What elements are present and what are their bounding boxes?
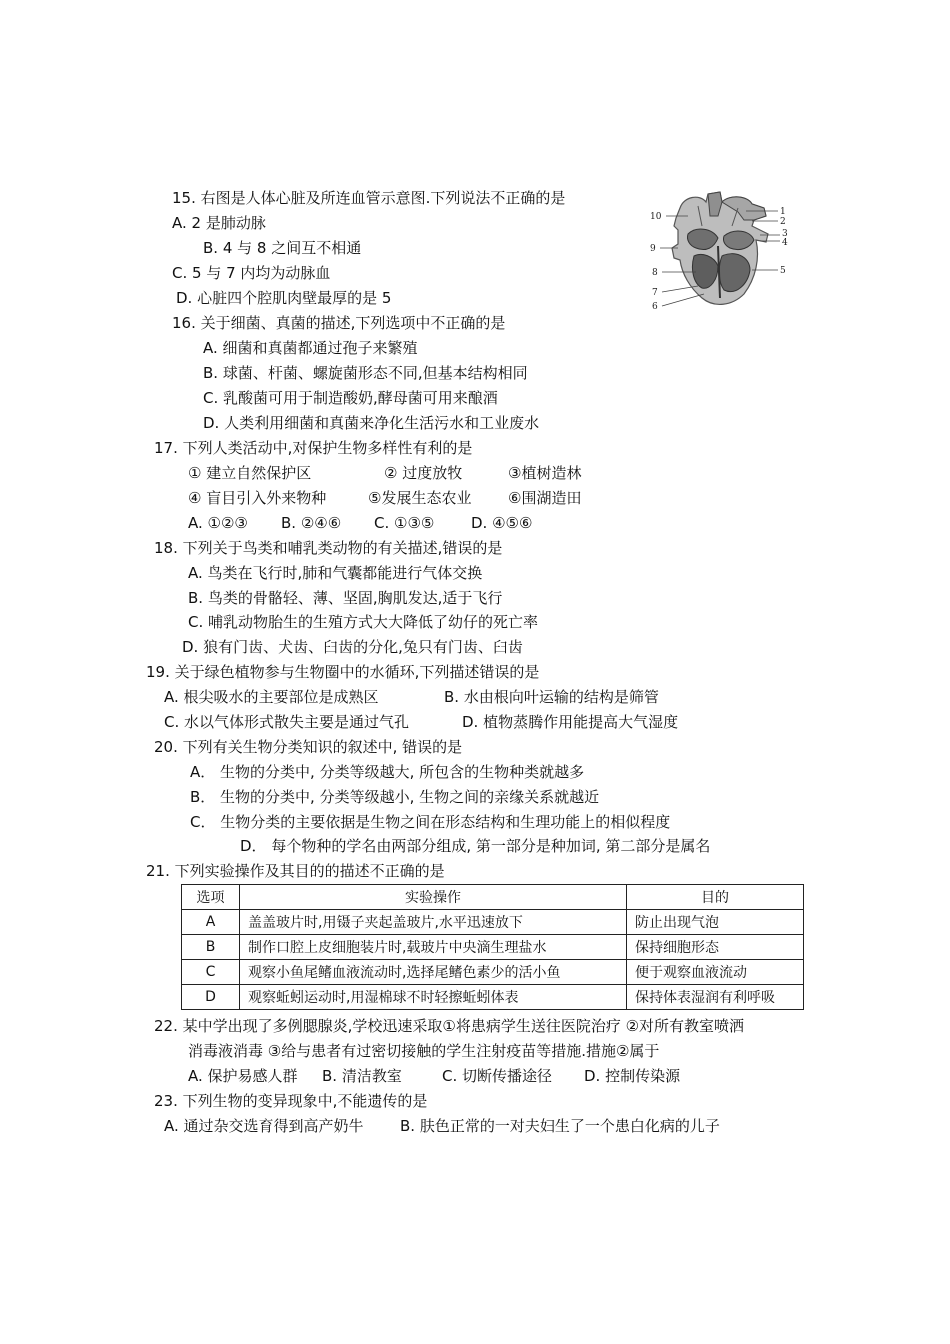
table-cell-purpose: 保持细胞形态 xyxy=(627,935,804,960)
heart-label-8: 8 xyxy=(652,268,658,278)
q18-stem: 18. 下列关于鸟类和哺乳类动物的有关描述,错误的是 xyxy=(154,539,503,557)
q15-option-b: B. 4 与 8 之间互不相通 xyxy=(203,239,362,257)
q18-option-a: A. 鸟类在飞行时,肺和气囊都能进行气体交换 xyxy=(188,564,483,582)
q21-stem: 21. 下列实验操作及其目的的描述不正确的是 xyxy=(146,862,445,880)
table-header-row xyxy=(182,885,804,910)
table-cell-option: D xyxy=(182,985,240,1010)
heart-label-9: 9 xyxy=(650,244,656,254)
q20-option-d: D． 每个物种的学名由两部分组成, 第一部分是种加词, 第二部分是属名 xyxy=(240,837,711,855)
table-header-option: 选项 xyxy=(182,885,240,910)
table-cell-operation: 观察蚯蚓运动时,用湿棉球不时轻擦蚯蚓体表 xyxy=(240,985,627,1010)
q17-item-3: ③植树造林 xyxy=(508,464,582,482)
q23-option-b: B. 肤色正常的一对夫妇生了一个患白化病的儿子 xyxy=(400,1117,720,1135)
q22-stem-line-1: 22. 某中学出现了多例腮腺炎,学校迅速采取①将患病学生送往医院治疗 ②对所有教室喷洒 xyxy=(154,1017,745,1035)
table-cell-operation: 制作口腔上皮细胞装片时,载玻片中央滴生理盐水 xyxy=(240,935,627,960)
q16-option-a: A. 细菌和真菌都通过孢子来繁殖 xyxy=(203,339,418,357)
table-cell-option: B xyxy=(182,935,240,960)
heart-label-5: 5 xyxy=(780,266,786,276)
heart-label-10: 10 xyxy=(650,212,662,222)
table-cell-purpose: 防止出现气泡 xyxy=(627,910,804,935)
q17-option-a: A. ①②③ xyxy=(188,514,248,532)
q22-option-d: D. 控制传染源 xyxy=(584,1067,681,1085)
q22-option-c: C. 切断传播途径 xyxy=(442,1067,553,1085)
q17-item-2: ② 过度放牧 xyxy=(384,464,463,482)
q17-option-c: C. ①③⑤ xyxy=(374,514,435,532)
heart-label-7: 7 xyxy=(652,288,658,298)
q17-option-d: D. ④⑤⑥ xyxy=(471,514,533,532)
table-header-purpose: 目的 xyxy=(627,885,804,910)
heart-diagram xyxy=(648,186,798,318)
q23-option-a: A. 通过杂交选育得到高产奶牛 xyxy=(164,1117,364,1135)
heart-label-6: 6 xyxy=(652,302,658,312)
table-cell-operation: 盖盖玻片时,用镊子夹起盖玻片,水平迅速放下 xyxy=(240,910,627,935)
q16-option-c: C. 乳酸菌可用于制造酸奶,酵母菌可用来酿酒 xyxy=(203,389,498,407)
table-cell-option: C xyxy=(182,960,240,985)
q20-option-a: A． 生物的分类中, 分类等级越大, 所包含的生物种类就越多 xyxy=(190,763,585,781)
q23-stem: 23. 下列生物的变异现象中,不能遗传的是 xyxy=(154,1092,428,1110)
q17-item-1: ① 建立自然保护区 xyxy=(188,464,312,482)
q17-item-5: ⑤发展生态农业 xyxy=(368,489,472,507)
q19-option-d: D. 植物蒸腾作用能提高大气湿度 xyxy=(462,713,679,731)
q16-option-b: B. 球菌、杆菌、螺旋菌形态不同,但基本结构相同 xyxy=(203,364,528,382)
table-row xyxy=(182,960,804,985)
experiment-table xyxy=(181,884,804,1010)
table-cell-option: A xyxy=(182,910,240,935)
q19-option-c: C. 水以气体形式散失主要是通过气孔 xyxy=(164,713,410,731)
q22-option-a: A. 保护易感人群 xyxy=(188,1067,298,1085)
q15-option-d: D. 心脏四个腔肌肉壁最厚的是 5 xyxy=(176,289,392,307)
table-header-operation: 实验操作 xyxy=(240,885,627,910)
q19-stem: 19. 关于绿色植物参与生物圈中的水循环,下列描述错误的是 xyxy=(146,663,540,681)
q20-stem: 20. 下列有关生物分类知识的叙述中, 错误的是 xyxy=(154,738,463,756)
q19-option-a: A. 根尖吸水的主要部位是成熟区 xyxy=(164,688,379,706)
q22-stem-line-2: 消毒液消毒 ③给与患者有过密切接触的学生注射疫苗等措施.措施②属于 xyxy=(188,1042,660,1060)
q16-option-d: D. 人类利用细菌和真菌来净化生活污水和工业废水 xyxy=(203,414,540,432)
q22-option-b: B. 清洁教室 xyxy=(322,1067,402,1085)
q15-stem: 15. 右图是人体心脏及所连血管示意图.下列说法不正确的是 xyxy=(172,189,566,207)
q17-item-4: ④ 盲目引入外来物种 xyxy=(188,489,327,507)
table-cell-purpose: 便于观察血液流动 xyxy=(627,960,804,985)
q18-option-d: D. 狼有门齿、犬齿、臼齿的分化,兔只有门齿、臼齿 xyxy=(182,638,523,656)
q17-item-6: ⑥围湖造田 xyxy=(508,489,582,507)
q15-option-a: A. 2 是肺动脉 xyxy=(172,214,266,232)
q18-option-b: B. 鸟类的骨骼轻、薄、坚固,胸肌发达,适于飞行 xyxy=(188,589,503,607)
q19-option-b: B. 水由根向叶运输的结构是筛管 xyxy=(444,688,659,706)
q16-stem: 16. 关于细菌、真菌的描述,下列选项中不正确的是 xyxy=(172,314,506,332)
q17-option-b: B. ②④⑥ xyxy=(281,514,342,532)
q18-option-c: C. 哺乳动物胎生的生殖方式大大降低了幼仔的死亡率 xyxy=(188,613,539,631)
table-row xyxy=(182,910,804,935)
q17-stem: 17. 下列人类活动中,对保护生物多样性有利的是 xyxy=(154,439,473,457)
heart-label-4: 4 xyxy=(782,238,788,248)
heart-label-3: 3 xyxy=(782,229,788,239)
q20-option-c: C． 生物分类的主要依据是生物之间在形态结构和生理功能上的相似程度 xyxy=(190,813,671,831)
heart-label-1: 1 xyxy=(780,207,786,217)
q15-option-c: C. 5 与 7 内均为动脉血 xyxy=(172,264,331,282)
table-row xyxy=(182,985,804,1010)
q20-option-b: B． 生物的分类中, 分类等级越小, 生物之间的亲缘关系就越近 xyxy=(190,788,600,806)
table-cell-purpose: 保持体表湿润有利呼吸 xyxy=(627,985,804,1010)
table-cell-operation: 观察小鱼尾鳍血液流动时,选择尾鳍色素少的活小鱼 xyxy=(240,960,627,985)
table-row xyxy=(182,935,804,960)
heart-label-2: 2 xyxy=(780,217,786,227)
